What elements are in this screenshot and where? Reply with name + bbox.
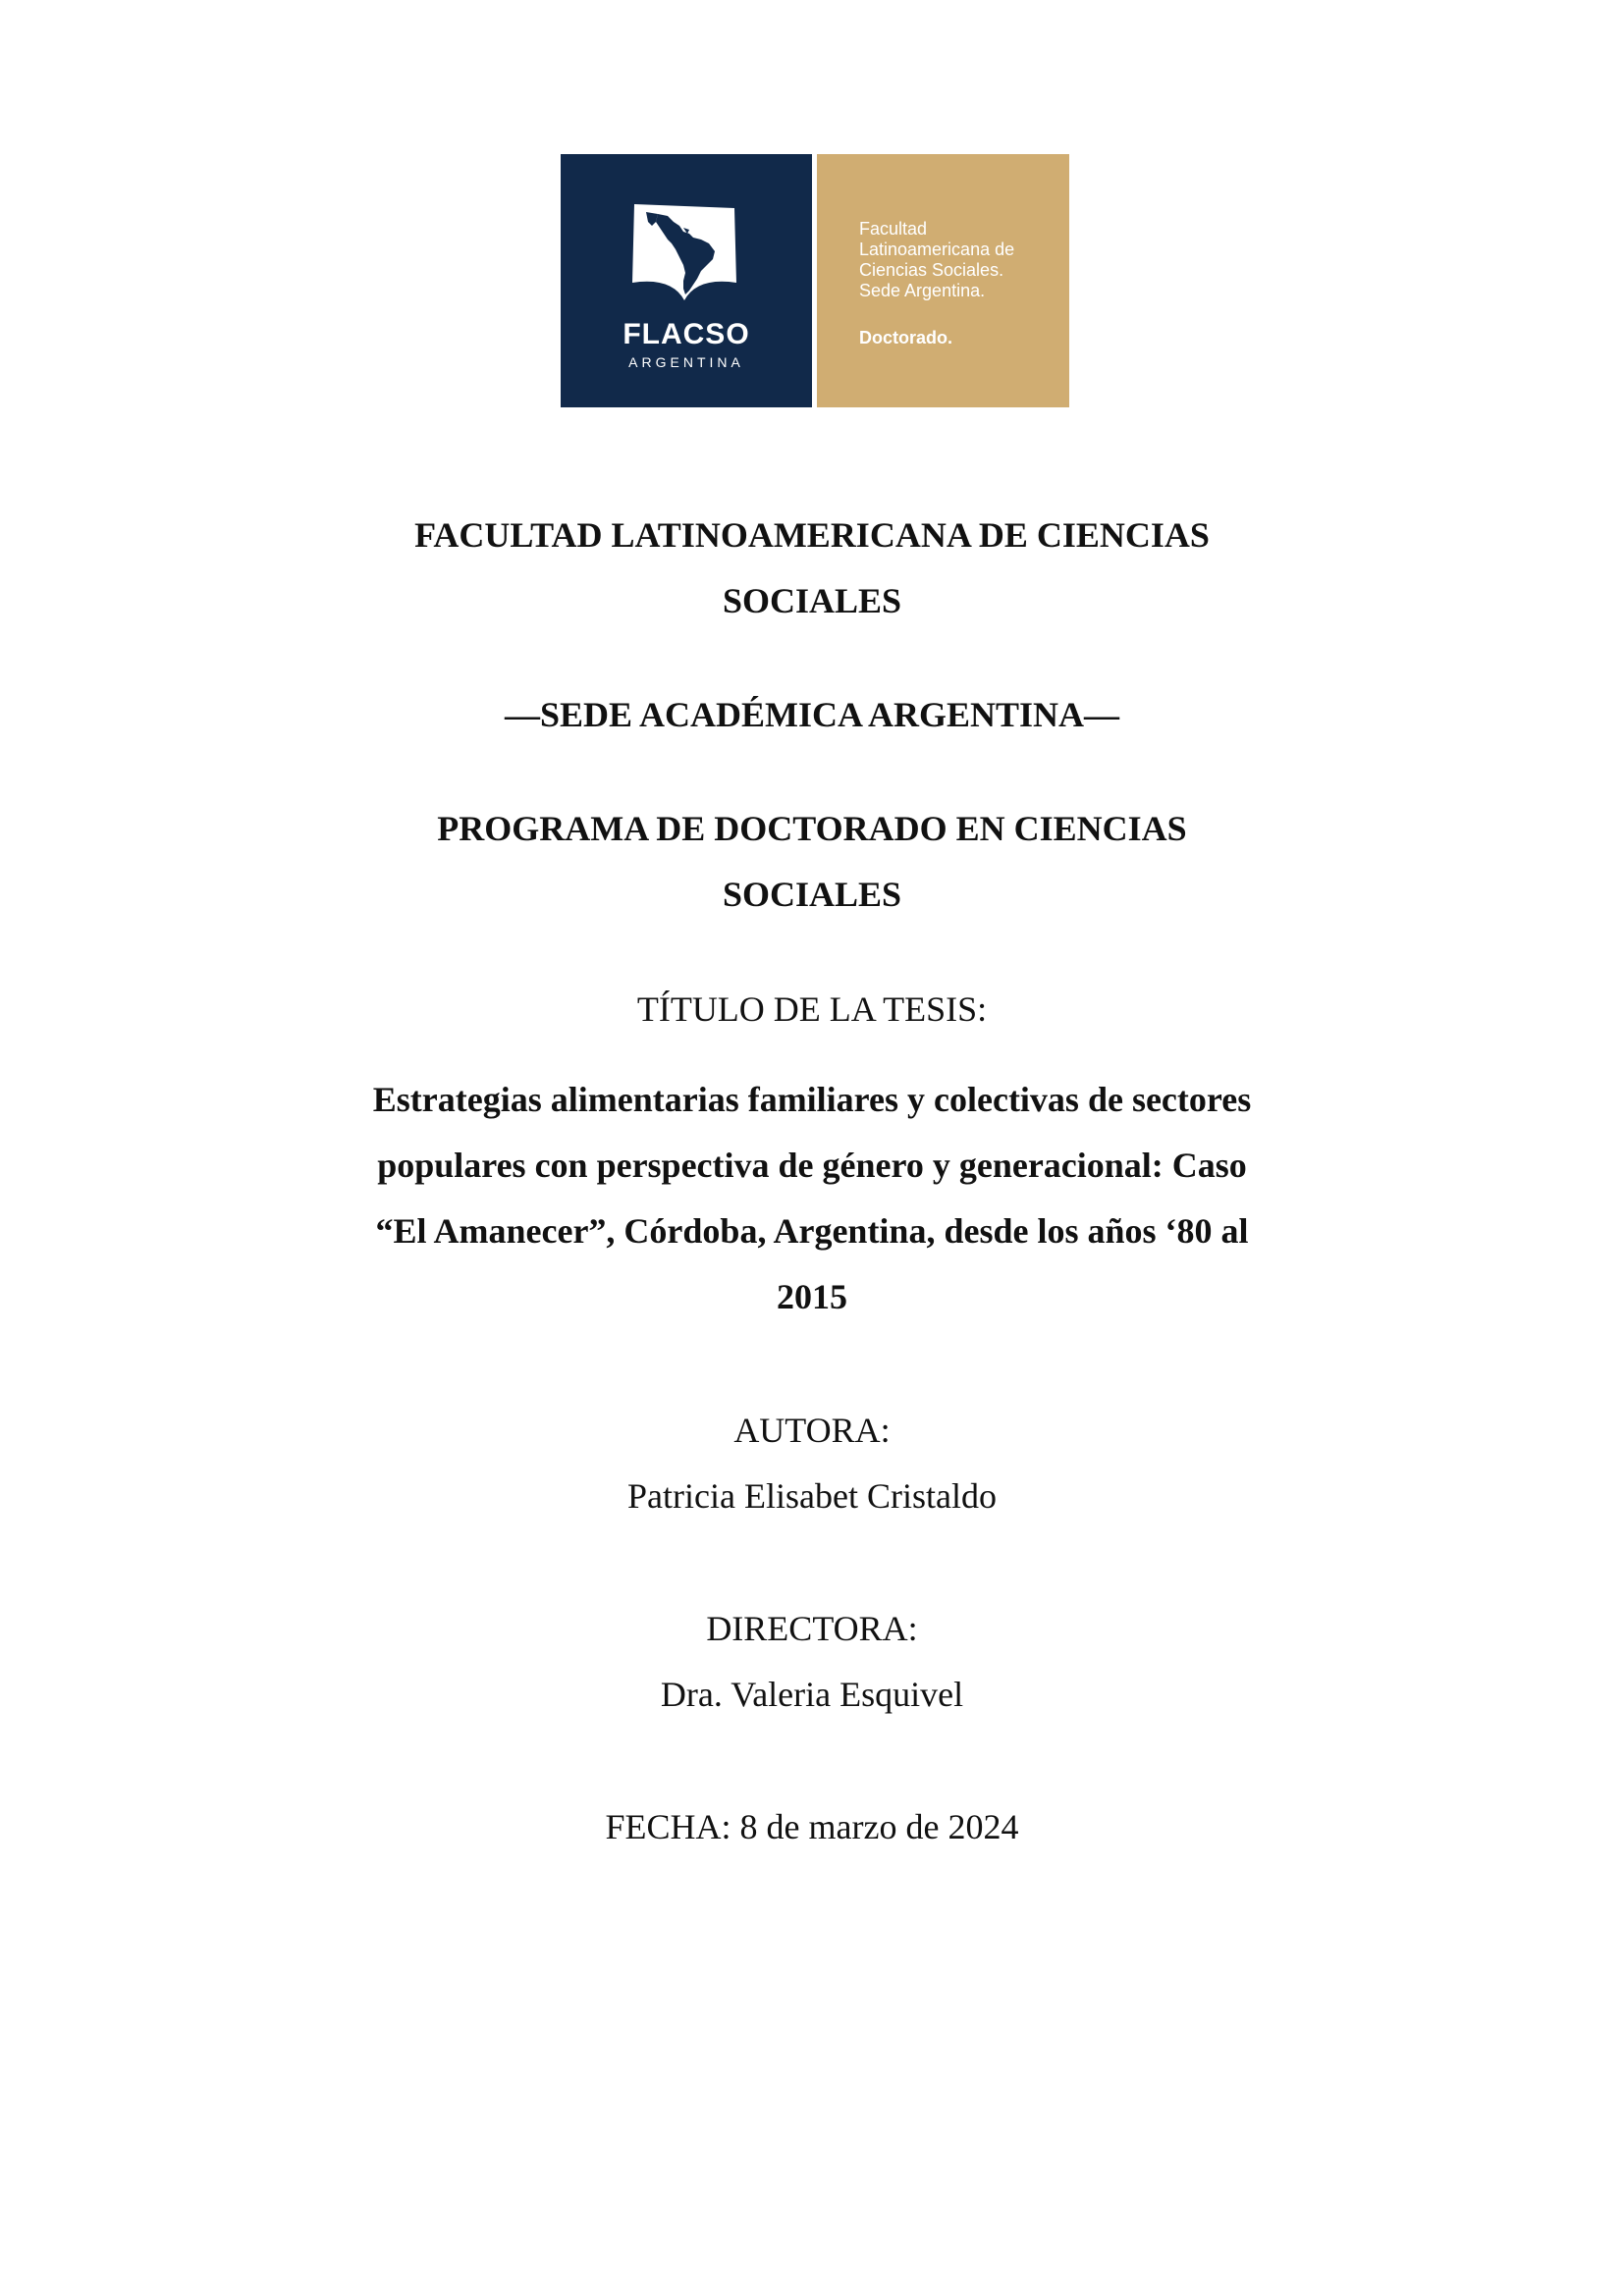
flacso-logo [561,154,1069,407]
program-heading [0,796,1624,928]
logo-program-text: Doctorado. [859,328,953,347]
thesis-title-line: Estrategias alimentarias familiares y colectivas de sectores [372,1080,1252,1119]
logo-line: Sede Argentina. [859,281,986,300]
director-section [0,1596,1624,1728]
latin-america-map-icon [628,200,740,304]
logo-line: Latinoamericana de [859,240,1015,259]
logo-gold-panel [817,154,1069,407]
thesis-title-line: populares con perspectiva de género y generacional: Caso [377,1146,1247,1185]
sede-heading: —SEDE ACADÉMICA ARGENTINA— [504,695,1120,734]
faculty-heading-line: FACULTAD LATINOAMERICANA DE CIENCIAS [414,515,1210,555]
thesis-title-line: 2015 [777,1277,847,1316]
author-label: AUTORA: [733,1411,891,1450]
logo-country-text: ARGENTINA [628,354,744,370]
thesis-title-line: “El Amanecer”, Córdoba, Argentina, desde los años ‘80 al [375,1211,1249,1251]
program-heading-line: SOCIALES [722,875,902,914]
author-name: Patricia Elisabet Cristaldo [627,1476,997,1516]
author-section [0,1398,1624,1529]
logo-line: Facultad [859,219,928,239]
logo-brand-text: FLACSO [623,318,750,350]
logo-institution-text [859,219,1014,301]
thesis-title [321,1067,1303,1330]
date-line: FECHA: 8 de marzo de 2024 [605,1807,1019,1846]
logo-line: Ciencias Sociales. [859,260,1004,280]
director-label: DIRECTORA: [706,1609,918,1648]
faculty-heading-line: SOCIALES [722,581,902,620]
logo-navy-panel [561,154,812,407]
faculty-heading [0,503,1624,634]
thesis-title-label: TÍTULO DE LA TESIS: [636,989,988,1029]
director-name: Dra. Valeria Esquivel [660,1675,964,1714]
program-heading-line: PROGRAMA DE DOCTORADO EN CIENCIAS [437,809,1187,848]
